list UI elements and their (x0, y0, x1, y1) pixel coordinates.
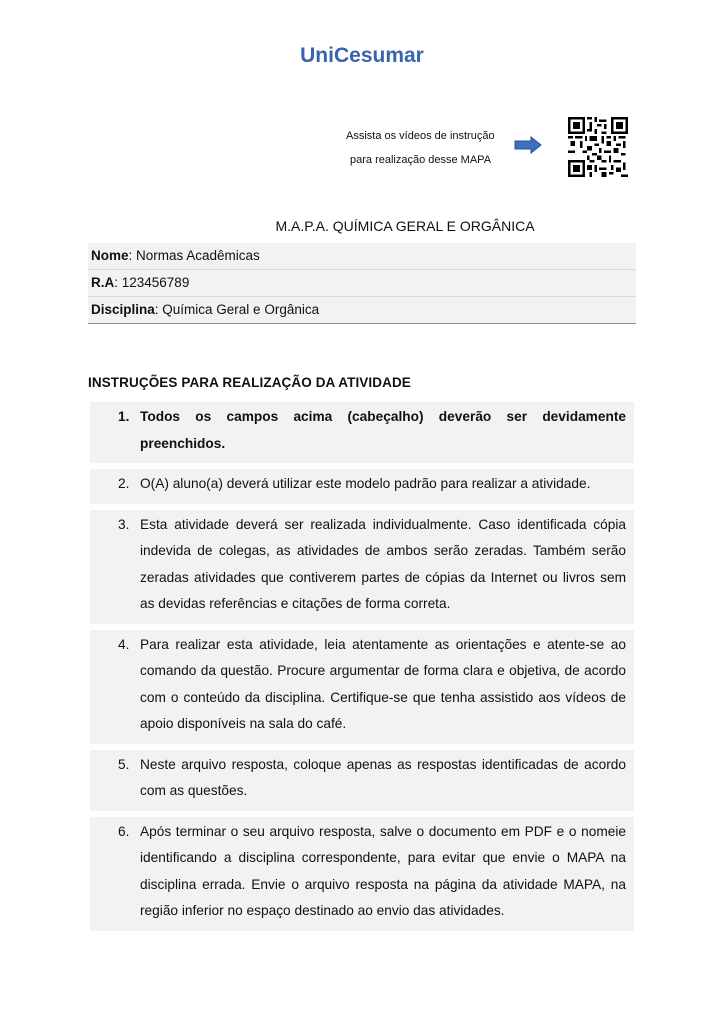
instruction-item (90, 402, 634, 463)
instruction-text: Após terminar o seu arquivo resposta, salve o documento em PDF e o nomeie identificando a disciplina correspondente, para evitar que envie o MAPA na disciplina errada. Envie o arquivo resposta na página da atividade MAPA, na região inferior no espaço destinado ao envio das atividades. (140, 823, 626, 918)
instruction-text: Neste arquivo resposta, coloque apenas as respostas identificadas de acordo com as questões. (140, 756, 626, 798)
disciplina-value: : Química Geral e Orgânica (154, 302, 320, 317)
header-fields (88, 243, 636, 324)
promo-line-2: para realização desse MAPA (350, 154, 492, 166)
instruction-number: 4. (118, 636, 130, 652)
ra-value: : 123456789 (114, 275, 190, 290)
instruction-text: Todos os campos acima (cabeçalho) deverão ser devidamente preenchidos. (140, 409, 626, 451)
instruction-item (90, 630, 634, 744)
instruction-number: 6. (118, 823, 130, 839)
instruction-text: O(A) aluno(a) deverá utilizar este modelo padrão para realizar a atividade. (140, 476, 591, 491)
instruction-text: Esta atividade deverá ser realizada individualmente. Caso identificada cópia indevida de colegas, as atividades de ambos serão zeradas. Também serão zeradas atividades que contiverem partes de cópias da Internet ou livros sem as devidas referências e citações de forma correta. (140, 516, 626, 611)
brand-title: UniCesumar (300, 44, 424, 67)
instruction-number: 1. (118, 409, 130, 424)
field-disciplina (88, 297, 636, 324)
field-nome (88, 243, 636, 270)
disciplina-label: Disciplina (91, 302, 155, 317)
nome-value: : Normas Acadêmicas (128, 248, 260, 263)
instruction-text: Para realizar esta atividade, leia atentamente as orientações e atente-se ao comando da questão. Procure argumentar de forma clara e objetiva, de acordo com o conteúdo da disciplina. Certifique-se que tenha assistido aos vídeos de apoio disponíveis na sala do café. (140, 636, 626, 731)
instruction-item (90, 750, 634, 811)
instruction-number: 3. (118, 516, 130, 532)
instruction-item (90, 510, 634, 624)
document-title: M.A.P.A. QUÍMICA GERAL E ORGÂNICA (275, 218, 535, 234)
instructions-list (90, 402, 634, 937)
qr-code-icon[interactable] (568, 117, 628, 177)
instruction-item (90, 469, 634, 504)
instruction-number: 5. (118, 756, 130, 772)
field-ra (88, 270, 636, 297)
instructions-title: INSTRUÇÕES PARA REALIZAÇÃO DA ATIVIDADE (88, 375, 411, 390)
promo-line-1: Assista os vídeos de instrução (346, 130, 495, 142)
arrow-right-icon (514, 136, 542, 154)
ra-label: R.A (91, 275, 115, 290)
instruction-item (90, 817, 634, 931)
nome-label: Nome (91, 248, 129, 263)
instruction-number: 2. (118, 476, 130, 491)
